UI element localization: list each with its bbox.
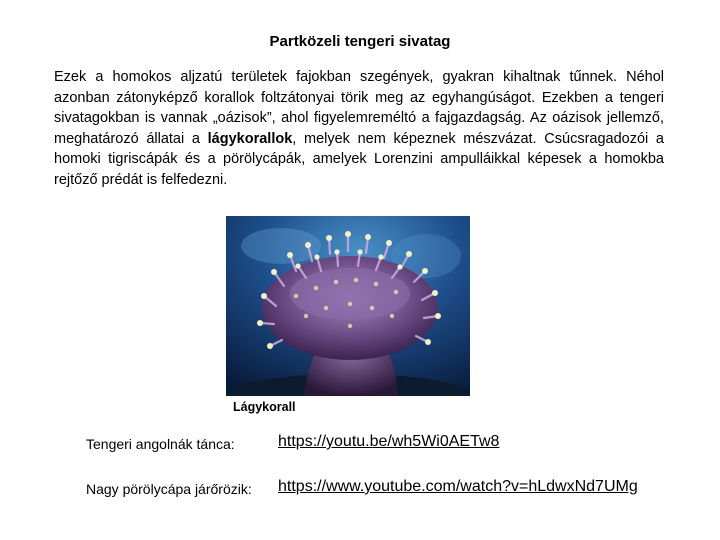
paragraph-bold-term: lágykorallok bbox=[207, 130, 293, 147]
video-link[interactable]: https://youtu.be/wh5Wi0AETw8 bbox=[278, 433, 500, 450]
paragraph-text-2: , melyek nem képeznek mészvázat. Csúcsragadozói a homoki tigriscápák és a pörölycápák, amelyek Lorenzini ampulláikkal képesek a homokba rejtőző prédát is felfedezni. bbox=[54, 130, 664, 188]
paragraph-text-1: Ezek a homokos aljzatú területek fajokban szegények, gyakran kihaltnak tűnnek. Néhol azonban zátonyképző korallok foltzátonyai törik meg az egyhangúságot. Ezekben a tengeri sivatagokban is vannak „oázisok”, ahol figyelemreméltó a fajgazdagság. Az oázisok jellemző, meghatározó állatai a bbox=[54, 69, 664, 147]
video-link[interactable]: https://www.youtube.com/watch?v=hLdwxNd7UMg bbox=[278, 478, 638, 495]
page-title: Partközeli tengeri sivatag bbox=[269, 33, 451, 50]
link-label: Tengeri angolnák tánca: bbox=[86, 436, 235, 452]
soft-coral-photo bbox=[226, 216, 470, 396]
image-caption: Lágykorall bbox=[233, 400, 296, 414]
link-label: Nagy pörölycápa járőrözik: bbox=[86, 481, 252, 497]
body-paragraph bbox=[54, 67, 664, 190]
